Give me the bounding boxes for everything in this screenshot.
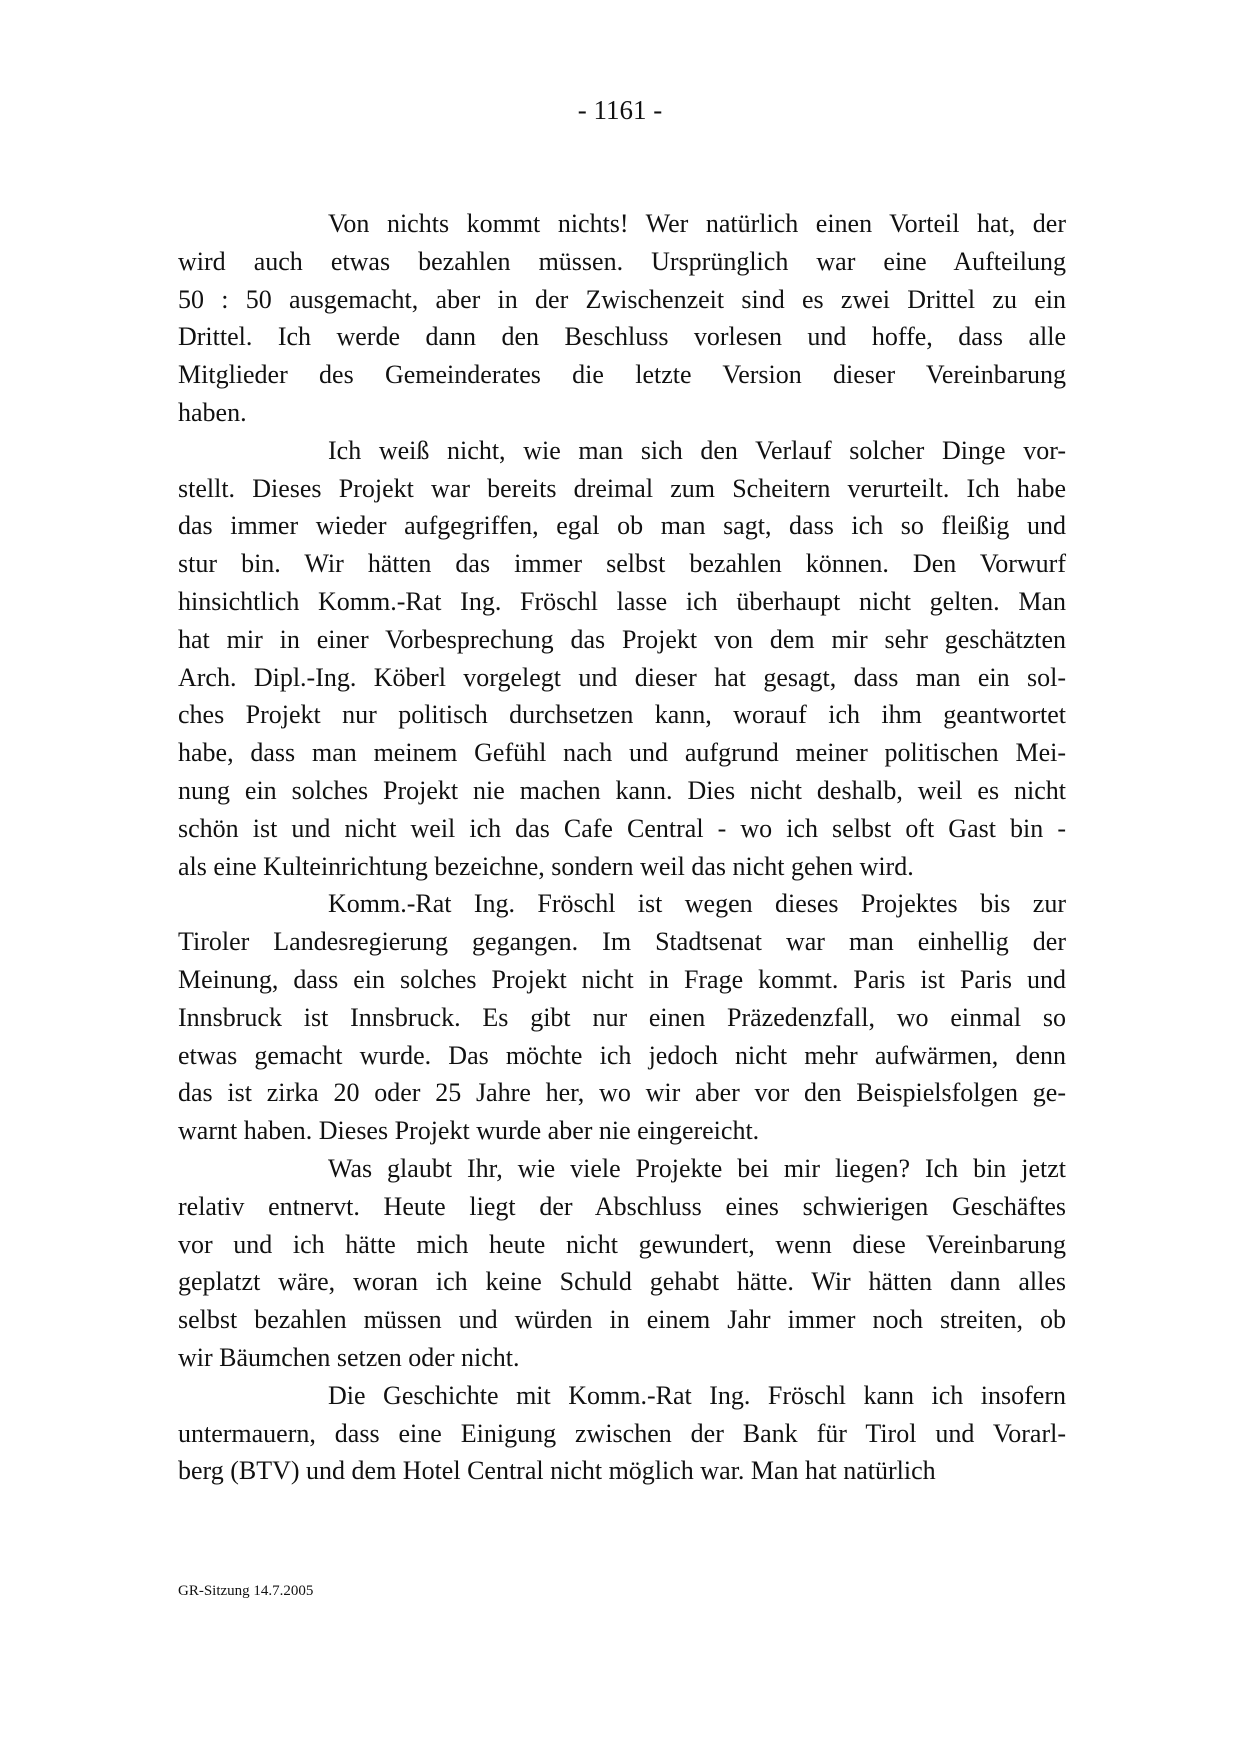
text-line: Innsbruck ist Innsbruck. Es gibt nur einen Präzedenzfall, wo einmal so (178, 1002, 1066, 1032)
text-line: Mitglieder des Gemeinderates die letzte Version dieser Vereinbarung (178, 360, 1066, 390)
text-line: stellt. Dieses Projekt war bereits dreimal zum Scheitern verurteilt. Ich habe (178, 473, 1066, 503)
footer-session-date: GR-Sitzung 14.7.2005 (178, 1583, 314, 1599)
text-line: stur bin. Wir hätten das immer selbst bezahlen können. Den Vorwurf (178, 549, 1066, 579)
text-line: etwas gemacht wurde. Das möchte ich jedoch nicht mehr aufwärmen, denn (178, 1040, 1066, 1070)
text-line: Ich weiß nicht, wie man sich den Verlauf solcher Dinge vor- (328, 435, 1066, 465)
body-text (178, 205, 1066, 1490)
page-number: - 1161 - (577, 95, 663, 125)
text-line: ches Projekt nur politisch durchsetzen kann, worauf ich ihm geantwortet (178, 700, 1066, 730)
text-line: schön ist und nicht weil ich das Cafe Central - wo ich selbst oft Gast bin - (178, 813, 1066, 843)
text-line: Von nichts kommt nichts! Wer natürlich einen Vorteil hat, der (328, 209, 1066, 238)
text-line: Meinung, dass ein solches Projekt nicht in Frage kommt. Paris ist Paris und (178, 964, 1066, 994)
text-line: hat mir in einer Vorbesprechung das Projekt von dem mir sehr geschätzten (178, 624, 1066, 654)
text-line: 50 : 50 ausgemacht, aber in der Zwischenzeit sind es zwei Drittel zu ein (178, 284, 1066, 314)
text-line: vor und ich hätte mich heute nicht gewundert, wenn diese Vereinbarung (178, 1229, 1066, 1259)
text-line: warnt haben. Dieses Projekt wurde aber nie eingereicht. (178, 1116, 760, 1146)
text-line: nung ein solches Projekt nie machen kann. Dies nicht deshalb, weil es nicht (178, 775, 1066, 805)
text-line: Arch. Dipl.-Ing. Köberl vorgelegt und dieser hat gesagt, dass man ein sol- (178, 662, 1066, 692)
text-line: habe, dass man meinem Gefühl nach und aufgrund meiner politischen Mei- (178, 738, 1066, 768)
text-line: das ist zirka 20 oder 25 Jahre her, wo wir aber vor den Beispielsfolgen ge- (178, 1078, 1066, 1108)
text-line: geplatzt wäre, woran ich keine Schuld gehabt hätte. Wir hätten dann alles (178, 1267, 1066, 1297)
text-line: relativ entnervt. Heute liegt der Abschluss eines schwierigen Geschäftes (178, 1191, 1066, 1221)
text-line: wird auch etwas bezahlen müssen. Ursprünglich war eine Aufteilung (178, 246, 1066, 276)
text-line: Drittel. Ich werde dann den Beschluss vorlesen und hoffe, dass alle (178, 322, 1066, 352)
text-line: Komm.-Rat Ing. Fröschl ist wegen dieses Projektes bis zur (328, 889, 1066, 919)
text-line: wir Bäumchen setzen oder nicht. (178, 1342, 520, 1372)
text-line: untermauern, dass eine Einigung zwischen der Bank für Tirol und Vorarl- (178, 1418, 1066, 1448)
text-line: haben. (178, 397, 247, 427)
text-line: als eine Kulteinrichtung bezeichne, sondern weil das nicht gehen wird. (178, 851, 914, 881)
text-line: selbst bezahlen müssen und würden in einem Jahr immer noch streiten, ob (178, 1305, 1066, 1335)
text-line: Was glaubt Ihr, wie viele Projekte bei mir liegen? Ich bin jetzt (328, 1153, 1066, 1183)
text-line: berg (BTV) und dem Hotel Central nicht möglich war. Man hat natürlich (178, 1456, 936, 1486)
text-line: Die Geschichte mit Komm.-Rat Ing. Fröschl kann ich insofern (328, 1380, 1066, 1410)
text-line: Tiroler Landesregierung gegangen. Im Stadtsenat war man einhellig der (178, 927, 1066, 957)
text-line: das immer wieder aufgegriffen, egal ob man sagt, dass ich so fleißig und (178, 511, 1066, 541)
text-line: hinsichtlich Komm.-Rat Ing. Fröschl lasse ich überhaupt nicht gelten. Man (178, 586, 1066, 616)
